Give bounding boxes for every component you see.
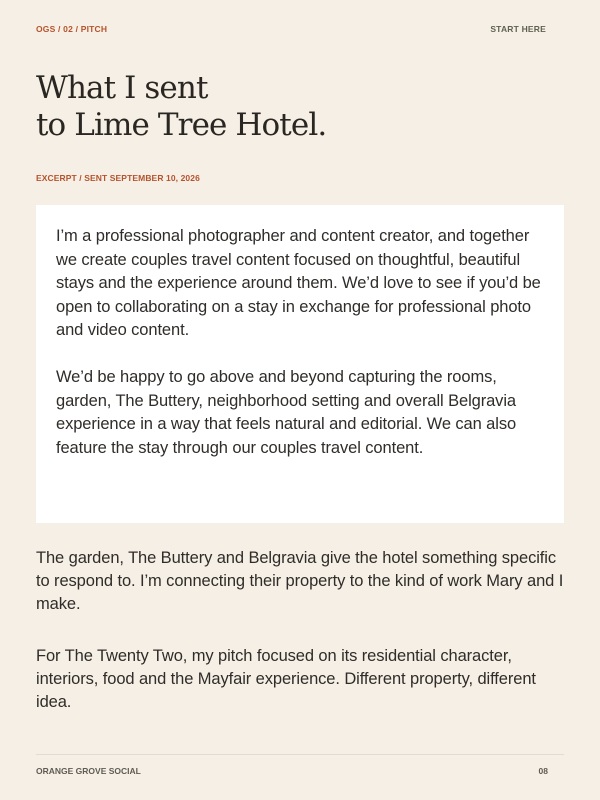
footer-brand: ORANGE GROVE SOCIAL <box>36 766 141 776</box>
page-title-line-1: What I sent <box>36 70 208 106</box>
top-bar <box>36 24 546 34</box>
excerpt-paragraph: I’m a professional photographer and content creator, and together we create couples travel content focused on thoughtful, beautiful stays and the experience around them. We’d love to see if you’d be open to collaborating on a stay in exchange for professional photo and video content. <box>56 227 541 339</box>
breadcrumb: OGS / 02 / PITCH <box>36 24 108 34</box>
excerpt-meta: EXCERPT / SENT SEPTEMBER 10, 2026 <box>36 173 200 183</box>
footer-divider <box>36 754 564 755</box>
excerpt-paragraph: We’d be happy to go above and beyond capturing the rooms, garden, The Buttery, neighborhood setting and overall Belgravia experience in a way that feels natural and editorial. We can also feature the stay through our couples travel content. <box>56 368 517 457</box>
body-paragraph: For The Twenty Two, my pitch focused on its residential character, interiors, food and the Mayfair experience. Different property, different idea. <box>36 647 536 711</box>
footer <box>36 766 548 776</box>
start-here-link[interactable]: START HERE <box>490 24 546 34</box>
excerpt-card <box>36 205 564 523</box>
page-title-line-2: to Lime Tree Hotel. <box>36 107 327 143</box>
body-paragraph: The garden, The Buttery and Belgravia give the hotel something specific to respond to. I’m connecting their property to the kind of work Mary and I make. <box>36 549 564 613</box>
page-title <box>36 70 326 144</box>
page-number: 08 <box>538 766 548 776</box>
